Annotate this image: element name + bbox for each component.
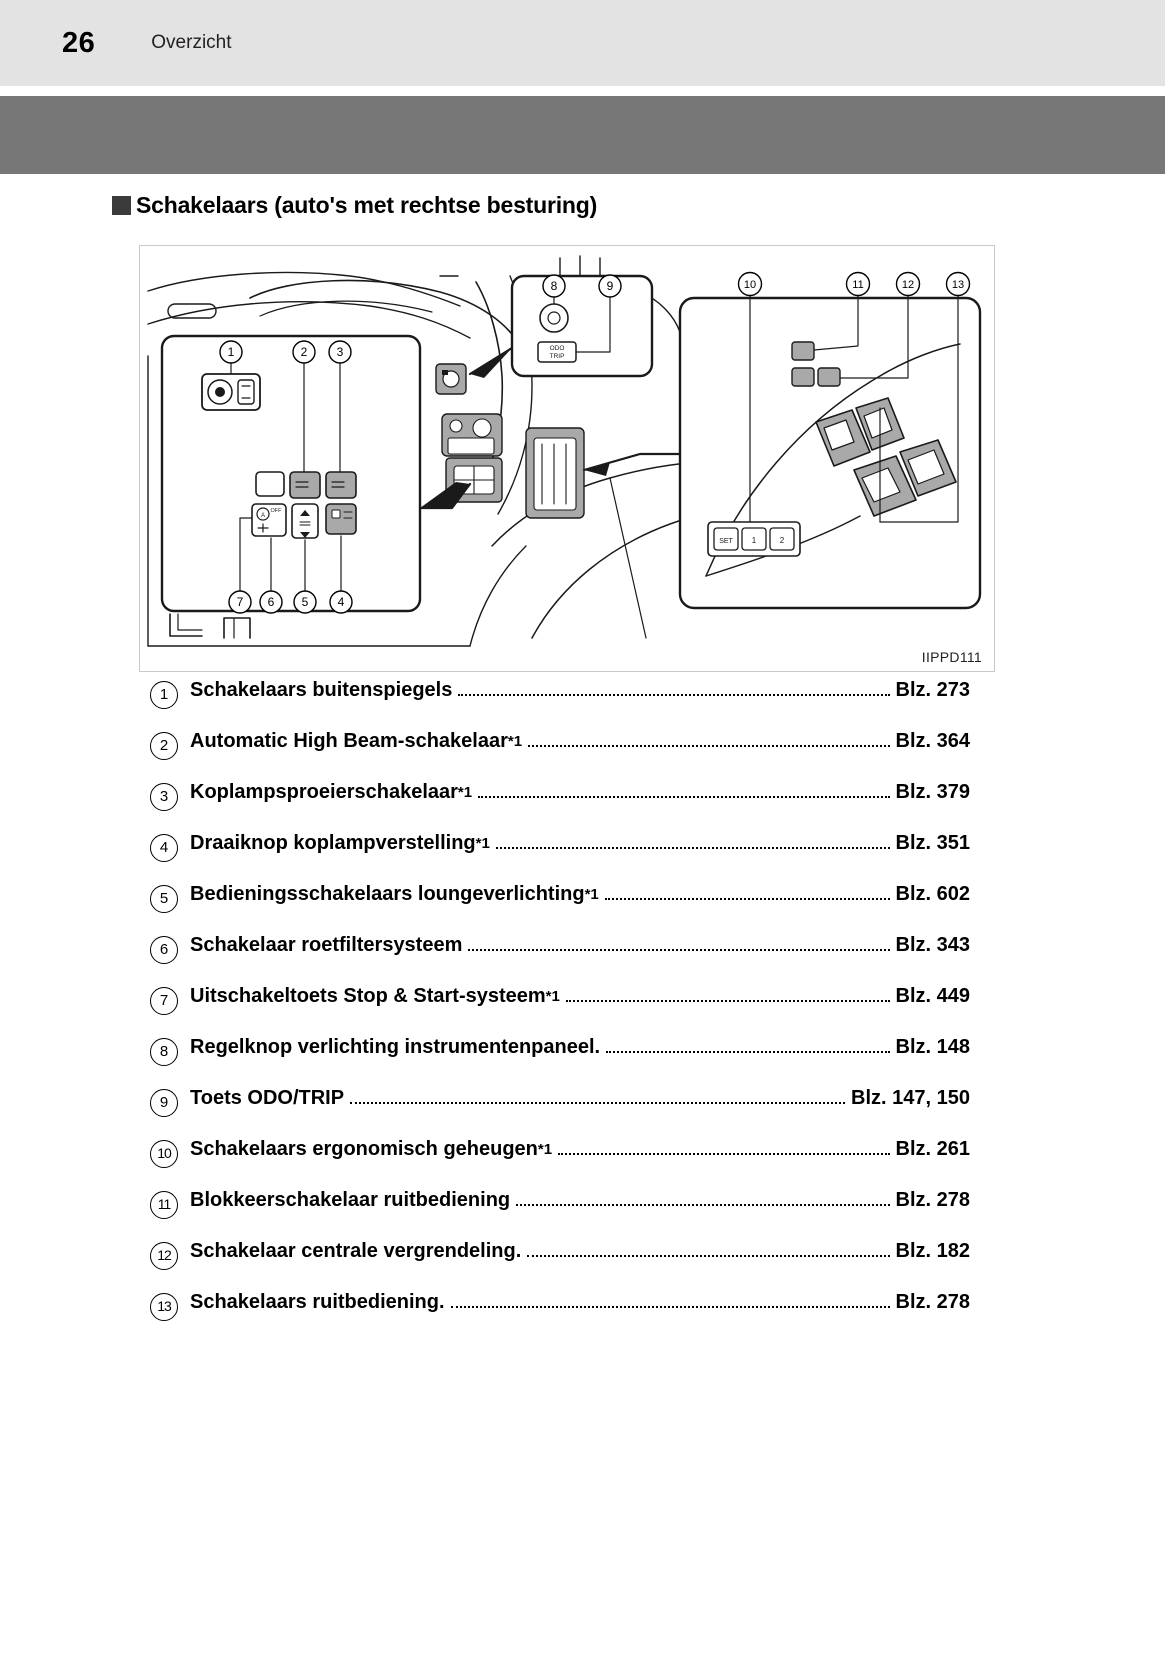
svg-text:2: 2 <box>300 345 308 359</box>
page-number: 26 <box>62 26 96 59</box>
svg-text:2: 2 <box>779 536 785 545</box>
dashboard-switches-diagram <box>140 246 994 671</box>
leader-dots <box>468 948 889 951</box>
leader-dots <box>350 1101 845 1104</box>
item-number: 13 <box>150 1293 178 1321</box>
item-label: Automatic High Beam-schakelaar$^{*1}$ <box>190 730 523 752</box>
item-label: Koplampsproeierschakelaar$^{*1}$ <box>190 781 473 803</box>
svg-text:10: 10 <box>743 279 757 291</box>
leader-dots <box>527 1254 889 1257</box>
item-number: 12 <box>150 1242 178 1270</box>
list-item <box>150 831 970 882</box>
svg-text:12: 12 <box>901 279 915 291</box>
leader-dots <box>516 1203 889 1206</box>
svg-text:7: 7 <box>236 595 244 609</box>
list-item <box>150 780 970 831</box>
leader-dots <box>606 1050 889 1053</box>
item-label: Schakelaars buitenspiegels <box>190 679 453 701</box>
svg-text:8: 8 <box>550 279 558 293</box>
header-accent-bar <box>0 96 1165 174</box>
figure-code: IIPPD111 <box>921 649 982 665</box>
list-item <box>150 1239 970 1290</box>
item-page-reference: Blz. 602 <box>895 883 970 905</box>
item-page-reference: Blz. 148 <box>895 1036 970 1058</box>
list-item <box>150 729 970 780</box>
leader-dots <box>528 744 889 747</box>
list-item <box>150 933 970 984</box>
svg-text:11: 11 <box>852 279 864 291</box>
illustration-figure <box>139 245 995 672</box>
list-item <box>150 678 970 729</box>
item-number: 1 <box>150 681 178 709</box>
item-page-reference: Blz. 182 <box>895 1240 970 1262</box>
page-header <box>0 0 1165 86</box>
svg-text:A: A <box>260 513 266 519</box>
svg-text:9: 9 <box>606 279 614 293</box>
footnote-marker: *1 <box>584 886 599 903</box>
switch-index-list <box>150 678 970 1341</box>
item-label: Regelknop verlichting instrumentenpaneel. <box>190 1036 601 1058</box>
header-chapter-title: Overzicht <box>151 32 232 53</box>
item-number: 9 <box>150 1089 178 1117</box>
item-number: 7 <box>150 987 178 1015</box>
item-number: 6 <box>150 936 178 964</box>
item-page-reference: Blz. 351 <box>895 832 970 854</box>
item-label: Schakelaar centrale vergrendeling. <box>190 1240 522 1262</box>
item-number: 4 <box>150 834 178 862</box>
svg-text:1: 1 <box>227 345 235 359</box>
section-title: Schakelaars (auto's met rechtse besturing) <box>136 192 598 218</box>
leader-dots <box>605 897 890 900</box>
svg-text:4: 4 <box>337 595 345 609</box>
item-number: 10 <box>150 1140 178 1168</box>
item-page-reference: Blz. 343 <box>895 934 970 956</box>
svg-text:1: 1 <box>751 536 757 545</box>
item-label: Draaiknop koplampverstelling$^{*1}$ <box>190 832 490 854</box>
item-label: Schakelaars ergonomisch geheugen$^{*1}$ <box>190 1138 553 1160</box>
svg-text:SET: SET <box>719 538 733 545</box>
list-item <box>150 1290 970 1341</box>
item-page-reference: Blz. 278 <box>895 1291 970 1313</box>
list-item <box>150 882 970 933</box>
item-label: Schakelaar roetfiltersysteem <box>190 934 463 956</box>
leader-dots <box>558 1152 889 1155</box>
item-number: 11 <box>150 1191 178 1219</box>
svg-text:6: 6 <box>267 595 275 609</box>
list-item <box>150 1035 970 1086</box>
item-page-reference: Blz. 278 <box>895 1189 970 1211</box>
svg-text:ODO: ODO <box>549 345 565 352</box>
leader-dots <box>478 795 889 798</box>
section-heading <box>112 192 597 219</box>
footnote-marker: *1 <box>475 835 490 852</box>
item-page-reference: Blz. 261 <box>895 1138 970 1160</box>
list-item <box>150 1086 970 1137</box>
leader-dots <box>458 693 889 696</box>
item-number: 3 <box>150 783 178 811</box>
item-page-reference: Blz. 364 <box>895 730 970 752</box>
item-page-reference: Blz. 147, 150 <box>851 1087 970 1109</box>
item-number: 2 <box>150 732 178 760</box>
list-item <box>150 1188 970 1239</box>
item-page-reference: Blz. 379 <box>895 781 970 803</box>
list-item <box>150 984 970 1035</box>
footnote-marker: *1 <box>507 733 523 750</box>
item-label: Schakelaars ruitbediening. <box>190 1291 445 1313</box>
footnote-marker: *1 <box>457 784 473 801</box>
leader-dots <box>496 846 890 849</box>
footnote-marker: *1 <box>537 1141 553 1158</box>
item-number: 5 <box>150 885 178 913</box>
svg-text:13: 13 <box>951 279 965 291</box>
leader-dots <box>566 999 890 1002</box>
svg-text:TRIP: TRIP <box>549 353 565 360</box>
svg-text:3: 3 <box>336 345 344 359</box>
item-label: Blokkeerschakelaar ruitbediening <box>190 1189 511 1211</box>
item-label: Toets ODO/TRIP <box>190 1087 345 1109</box>
svg-text:OFF: OFF <box>270 508 282 514</box>
list-item <box>150 1137 970 1188</box>
item-page-reference: Blz. 449 <box>895 985 970 1007</box>
svg-text:5: 5 <box>301 595 309 609</box>
item-number: 8 <box>150 1038 178 1066</box>
item-label: Uitschakeltoets Stop & Start-systeem$^{*1}$ <box>190 985 560 1007</box>
section-marker-icon <box>112 196 131 215</box>
footnote-marker: *1 <box>545 988 560 1005</box>
leader-dots <box>451 1305 890 1308</box>
item-page-reference: Blz. 273 <box>895 679 970 701</box>
item-label: Bedieningsschakelaars loungeverlichting$^{*1}$ <box>190 883 599 905</box>
